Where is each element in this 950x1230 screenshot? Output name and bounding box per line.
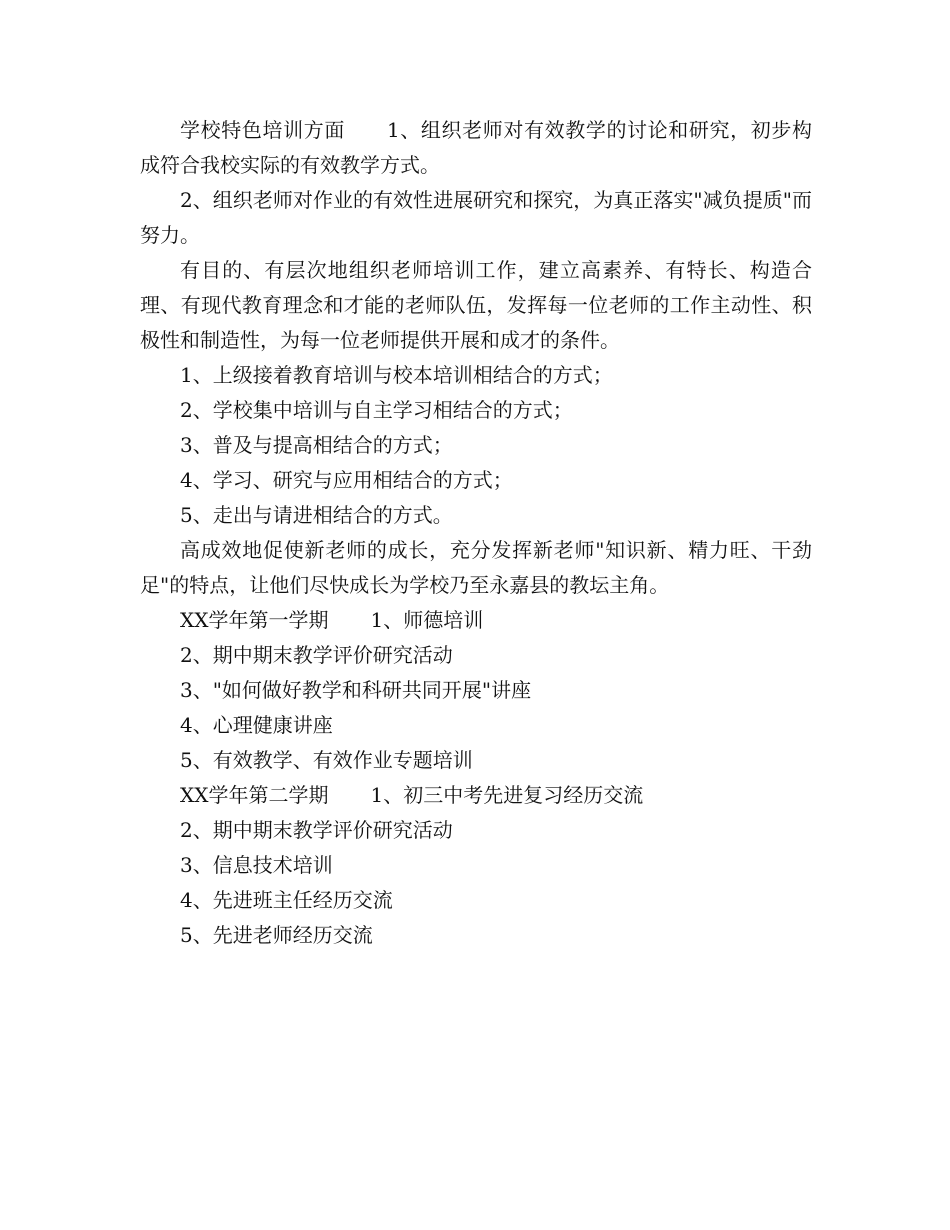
list-item-text: 4、先进班主任经历交流: [180, 888, 393, 912]
paragraph-text: 有目的、有层次地组织老师培训工作，建立高素养、有特长、构造合理、有现代教育理念和才能的老师队伍，发挥每一位老师的工作主动性、积极性和制造性，为每一位老师提供开展和成才的条件。: [140, 258, 812, 352]
list-item-text: 3、普及与提高相结合的方式；: [180, 433, 453, 457]
list-item-text: 5、有效教学、有效作业专题培训: [180, 748, 473, 772]
list-item: [140, 463, 812, 498]
list-item: [140, 918, 812, 953]
list-item: [140, 743, 812, 778]
list-item-text: 3、"如何做好教学和科研共同开展"讲座: [180, 678, 532, 702]
list-item-text: 2、期中期末教学评价研究活动: [180, 818, 453, 842]
list-item-text: 1、初三中考先进复习经历交流: [370, 783, 644, 807]
list-item: [140, 358, 812, 393]
list-item: [140, 883, 812, 918]
section-lead: 学校特色培训方面: [180, 118, 345, 142]
paragraph-text: 高成效地促使新老师的成长，充分发挥新老师"知识新、精力旺、干劲足"的特点，让他们尽快成长为学校乃至永嘉县的教坛主角。: [140, 538, 812, 597]
paragraph-text: 1、组织老师对有效教学的讨论和研究，初步构成符合我校实际的有效教学方式。: [140, 118, 812, 177]
list-item: [140, 708, 812, 743]
paragraph-new-teachers: [140, 533, 812, 603]
list-item: [140, 778, 812, 813]
list-item: [140, 498, 812, 533]
list-item: [140, 393, 812, 428]
list-item-text: 3、信息技术培训: [180, 853, 333, 877]
list-item-text: 1、上级接着教育培训与校本培训相结合的方式；: [180, 363, 613, 387]
semester-label: XX学年第一学期: [180, 608, 329, 632]
document-body: [140, 113, 812, 953]
list-item: [140, 848, 812, 883]
list-item-text: 4、学习、研究与应用相结合的方式；: [180, 468, 513, 492]
list-item: [140, 638, 812, 673]
list-item-text: 1、师德培训: [370, 608, 484, 632]
list-item: [140, 428, 812, 463]
list-item: [140, 603, 812, 638]
list-item-text: 5、走出与请进相结合的方式。: [180, 503, 453, 527]
list-item-text: 5、先进老师经历交流: [180, 923, 373, 947]
list-item-text: 2、期中期末教学评价研究活动: [180, 643, 453, 667]
list-item-text: 4、心理健康讲座: [180, 713, 333, 737]
paragraph-training-features: [140, 113, 812, 183]
paragraph-homework-research: [140, 183, 812, 253]
list-item: [140, 673, 812, 708]
paragraph-training-goals: [140, 253, 812, 358]
list-item: [140, 813, 812, 848]
paragraph-text: 2、组织老师对作业的有效性进展研究和探究，为真正落实"减负提质"而努力。: [140, 188, 812, 247]
semester-label: XX学年第二学期: [180, 783, 329, 807]
list-item-text: 2、学校集中培训与自主学习相结合的方式；: [180, 398, 573, 422]
